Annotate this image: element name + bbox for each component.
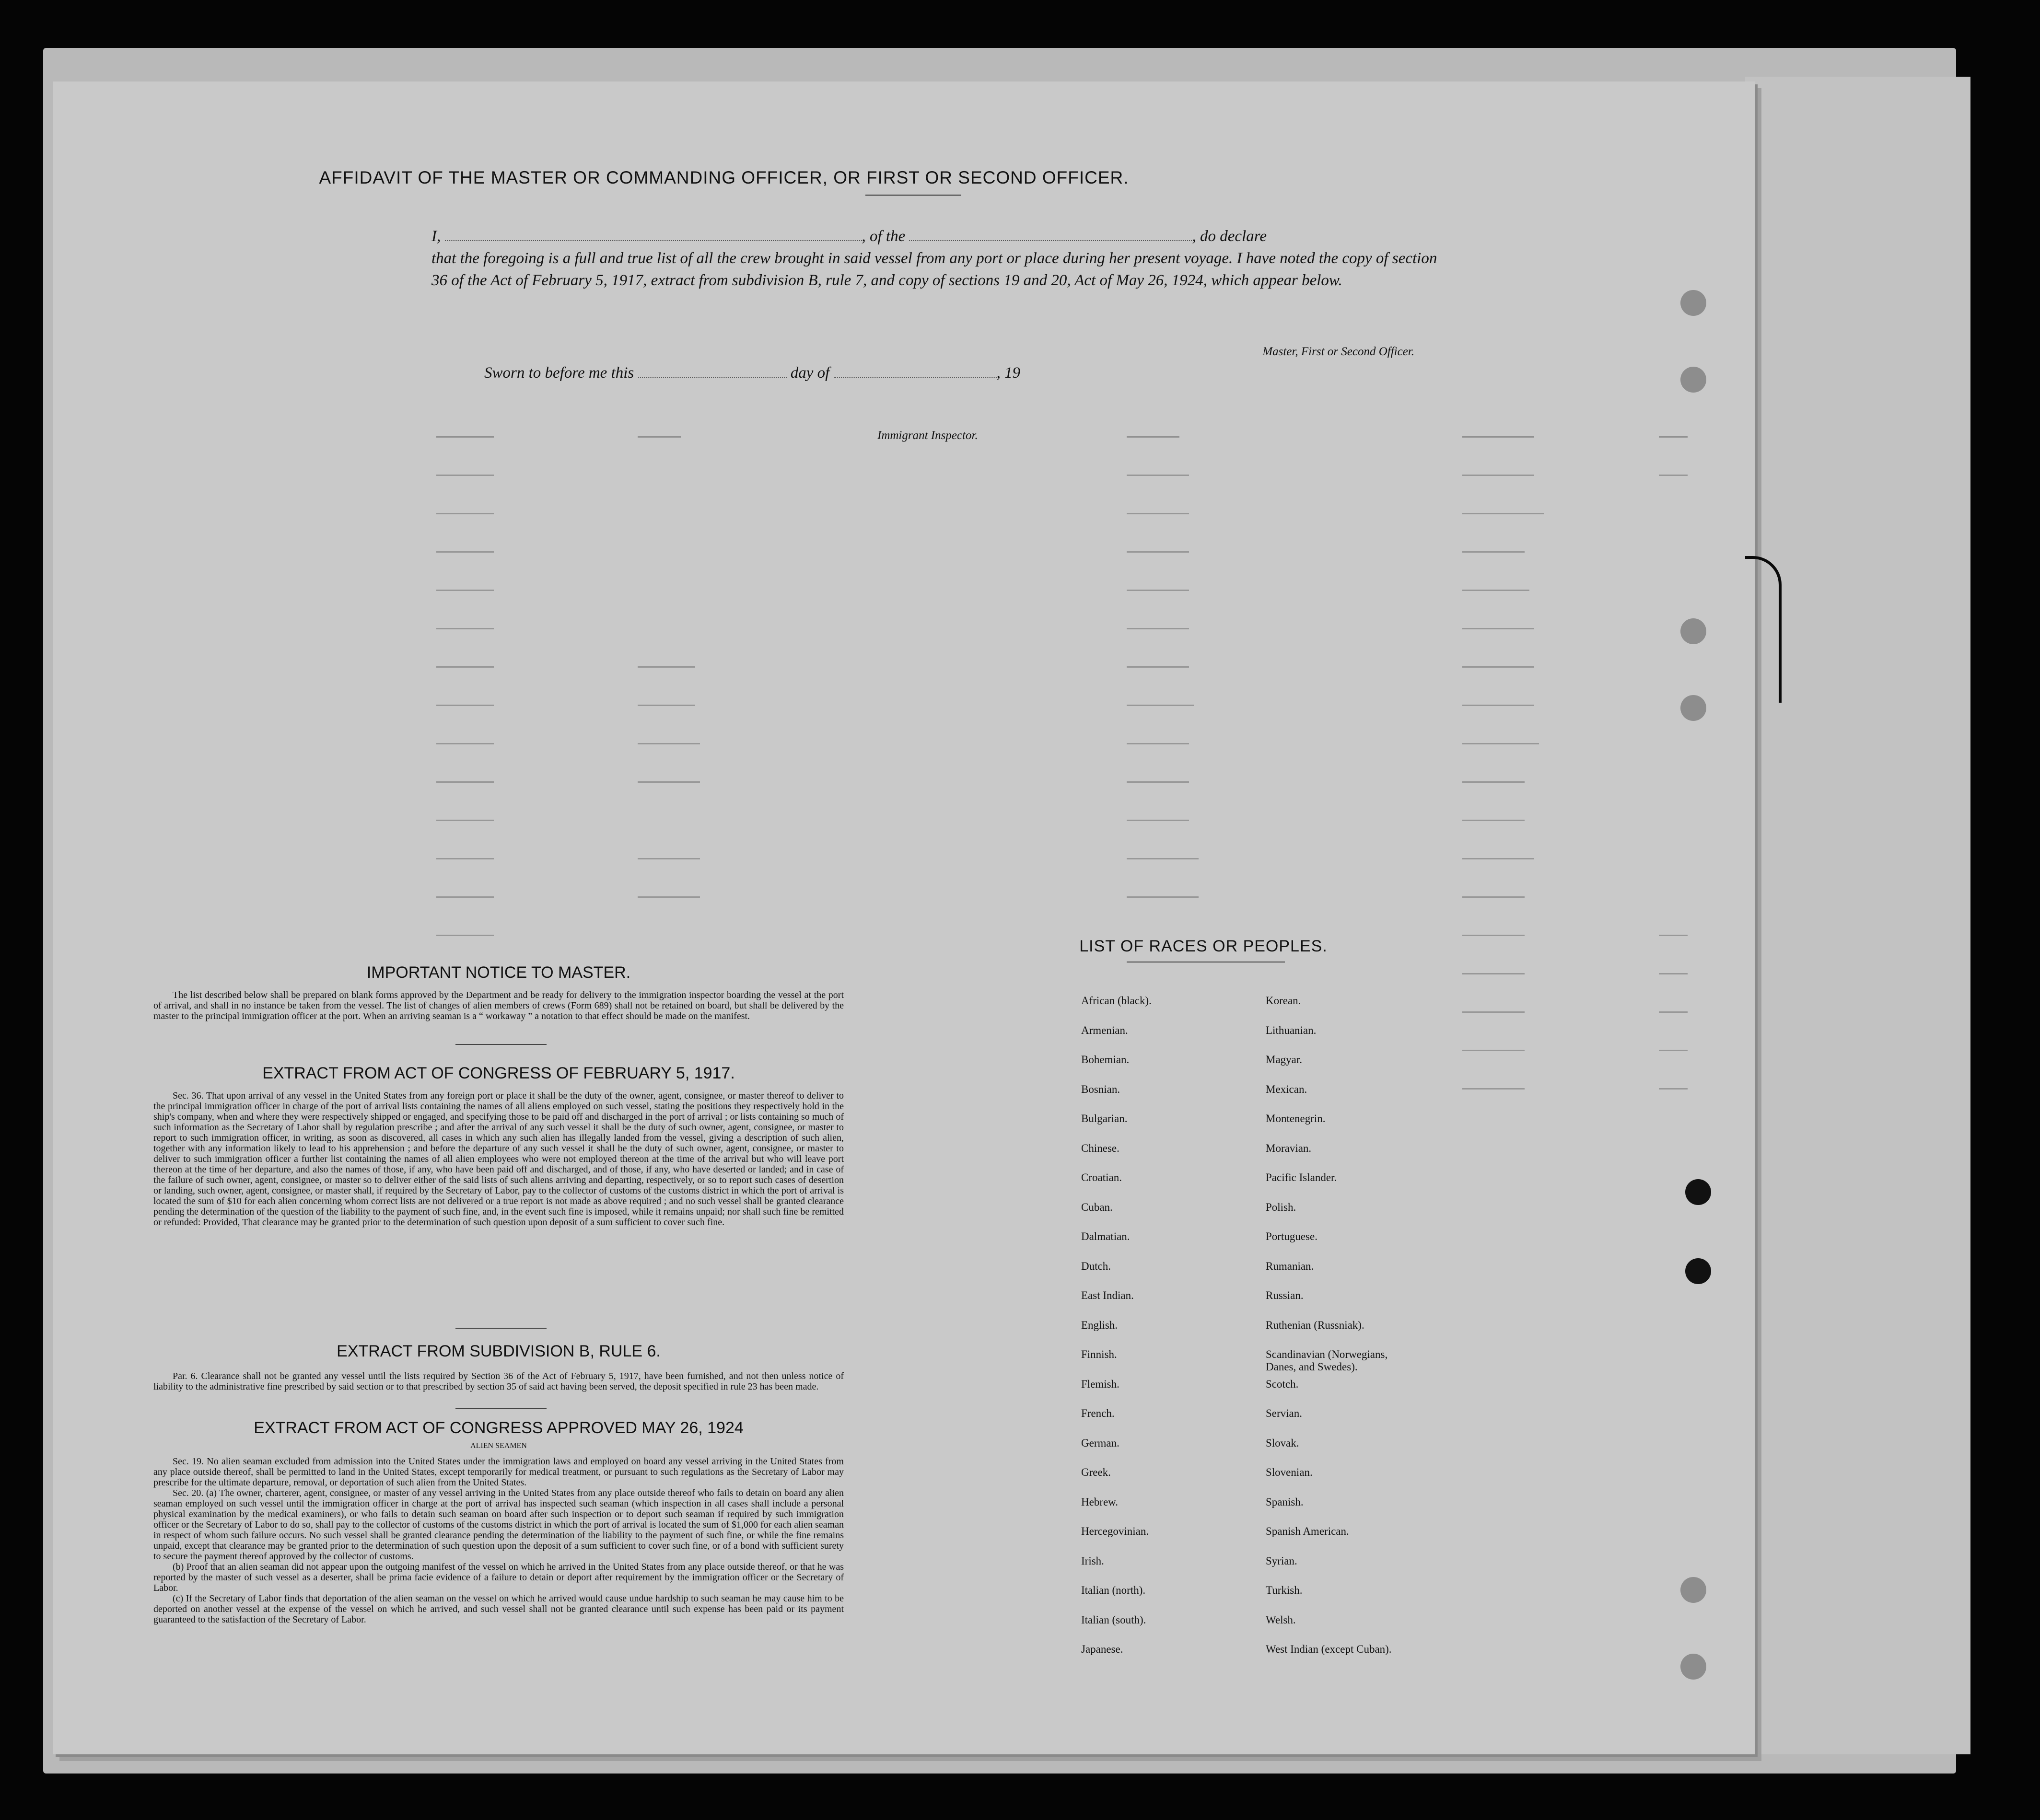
race-item: Russian. (1266, 1289, 1304, 1301)
notice-title: IMPORTANT NOTICE TO MASTER. (366, 963, 631, 982)
race-item: Flemish. (1081, 1378, 1119, 1390)
race-item: Scotch. (1266, 1378, 1299, 1390)
sworn-year: , 19 (996, 364, 1021, 382)
race-item: Welsh. (1266, 1613, 1296, 1626)
sec36-paragraph: Sec. 36. That upon arrival of any vessel in the United States from any foreign port or place it shall be the duty of the owner, agent, consignee, or master thereof to deliver to the principal immigration officer in charge of the port of arrival lists containing the names of all aliens employed on such vessel, stating the positions they respectively hold in the ship's company, when and where they were respectively shipped or engaged, and specifying those to be paid off and discharged in the port of arrival ; or lists containing so much of such information as the Secretary of Labor shall by regulation prescribe ; and after the arrival of any such vessel it shall be the duty of such owner, agent, consignee, or master to report to such immigration officer, in writing, as soon as discovered, all cases in which any such alien has illegally landed from the vessel, giving a description of such alien, together with any information likely to lead to his apprehension ; and before the departure of any such vessel it shall be the duty of such owner, agent, consignee, or master to deliver to such immigration officer a further list containing the names of all alien employees who were not employed thereon at the time of the arrival but who will leave port thereon at the time of her departure, and also the names of those, if any, who have been paid off and discharged, and of those, if any, who have deserted or landed; and in case of the failure of such owner, agent, consignee, or master so to deliver either of the said lists of such aliens arriving and departing, respectively, or so to report such cases of desertion or landing, such owner, agent, consignee, or master shall, if required by the Secretary of Labor, pay to the collector of customs of the customs district in which the port of arrival is located the sum of $10 for each alien concerning whom correct lists are not delivered or a true report is not made as above required ; and no such vessel shall be granted clearance pending the determination of the question of the liability to the payment of such fine, and, in the event such fine is imposed, while it remains unpaid; nor shall such fine be remitted or refunded: Provided, That clearance may be granted prior to the determination of such question upon deposit of a sum sufficient to cover such fine. (153, 1090, 844, 1228)
race-item: Bulgarian. (1081, 1113, 1128, 1124)
binder-hole-icon (1680, 1654, 1706, 1680)
sworn-day-blank (638, 377, 787, 378)
extract-1924-body (153, 1456, 844, 1625)
race-item: Finnish. (1081, 1348, 1117, 1360)
underlying-sheet-edge (1745, 77, 1970, 1754)
manifest-page (53, 81, 1755, 1754)
race-item: Greek. (1081, 1466, 1111, 1478)
officer-name-blank (445, 240, 862, 241)
race-item: Mexican. (1266, 1083, 1307, 1095)
sworn-line (484, 364, 1020, 382)
race-item: German. (1081, 1437, 1119, 1449)
binder-hole-icon (1680, 367, 1706, 393)
binder-hole-icon (1680, 1577, 1706, 1603)
race-item: Hebrew. (1081, 1495, 1119, 1508)
race-item: Bohemian. (1081, 1054, 1130, 1066)
races-title: LIST OF RACES OR PEOPLES. (1079, 937, 1328, 955)
race-item: Moravian. (1266, 1142, 1312, 1154)
race-item: Syrian. (1266, 1554, 1297, 1567)
race-item: Cuban. (1081, 1201, 1113, 1213)
race-item: Croatian. (1081, 1171, 1122, 1183)
notice-paragraph: The list described below shall be prepared on blank forms approved by the Department and be ready for delivery to the immigration inspector boarding the vessel at the port of arrival, and shall in no instance be taken from the vessel. The list of changes of alien members of crews (Form 689) shall not be retained on board, but shall be delivered by the master to the principal immigration officer at the port. When an arriving seaman is a “ workaway ” a notation to that effect should be made on the manifest. (153, 990, 844, 1021)
sec20c-paragraph: (c) If the Secretary of Labor finds that deportation of the alien seaman on the vessel on which he arrived would cause undue hardship to such seaman he may cause him to be deported on another vessel at the expense of the vessel on which he arrived, and such vessel shall not be granted clearance until such expense has been paid or its payment guaranteed to the satisfaction of the Secretary of Labor. (153, 1593, 844, 1625)
binder-hole-icon (1685, 1258, 1711, 1284)
race-item: Italian (north). (1081, 1584, 1146, 1596)
sec20b-paragraph: (b) Proof that an alien seaman did not appear upon the outgoing manifest of the vessel on which he arrived in the United States from any place outside thereof, or that he was reported by the master of such vessel as a deserter, shall be prima facie evidence of a failure to detain or deport after requirement by the immigration officer or the Secretary of Labor. (153, 1562, 844, 1593)
extract-1924-title: EXTRACT FROM ACT OF CONGRESS APPROVED MAY 26, 1924 (254, 1419, 744, 1437)
rule6-body (153, 1371, 844, 1392)
extract-1917-title: EXTRACT FROM ACT OF CONGRESS OF FEBRUARY 5, 1917. (262, 1064, 735, 1082)
affidavit-declaration (431, 225, 1438, 291)
sworn-day-of: day of (790, 364, 830, 382)
sworn-month-blank (834, 377, 997, 378)
race-item: Irish. (1081, 1554, 1104, 1567)
race-item: Magyar. (1266, 1054, 1303, 1066)
section-separator (455, 1328, 547, 1329)
race-item: Dutch. (1081, 1260, 1111, 1272)
race-item: Hercegovinian. (1081, 1525, 1149, 1537)
section-separator (455, 1044, 547, 1045)
race-item: Ruthenian (Russniak). (1266, 1319, 1364, 1331)
sworn-prefix: Sworn to before me this (484, 364, 634, 382)
race-item: Portuguese. (1266, 1230, 1317, 1242)
race-item: Dalmatian. (1081, 1230, 1130, 1242)
race-item: Slovak. (1266, 1437, 1299, 1449)
race-item: Pacific Islander. (1266, 1171, 1337, 1183)
race-item: Chinese. (1081, 1142, 1119, 1154)
race-item: Slovenian. (1266, 1466, 1313, 1478)
title-rule (865, 195, 961, 196)
race-item: East Indian. (1081, 1289, 1134, 1301)
race-item: African (black). (1081, 995, 1152, 1007)
sec20a-paragraph: Sec. 20. (a) The owner, charterer, agent, consignee, or master of any vessel arriving in the United States from any place outside thereof who fails to detain on board any alien seaman employed on such vessel until the immigration officer in charge at the port of arrival has inspected such seaman (which inspection in all cases shall include a personal physical examination by the medical examiners), or who fails to detain such seaman on board after such inspection or to deport such seaman if required by such immigration officer or the Secretary of Labor to do so, shall pay to the collector of customs of the customs district in which the port of arrival is located the sum of $1,000 for each alien seaman in respect of whom such failure occurs. No such vessel shall be granted clearance pending the determination of the liability to the payment of such fine, or while the fine remains unpaid, except that clearance may be granted prior to the determination of such question upon the deposit of a sum sufficient to cover such fine, or of a bond with sufficient surety to secure the payment thereof approved by the collector of customs. (153, 1488, 844, 1562)
race-item: Turkish. (1266, 1584, 1303, 1596)
extract-1917-body (153, 1090, 844, 1228)
decl-of-the: , of the (862, 228, 906, 245)
rule6-title: EXTRACT FROM SUBDIVISION B, RULE 6. (337, 1342, 661, 1360)
race-item: Montenegrin. (1266, 1113, 1326, 1124)
par6-paragraph: Par. 6. Clearance shall not be granted any vessel until the lists required by Section 36 of the Act of February 5, 1917, have been furnished, and not then unless notice of liability to the administrative fine prescribed by said section or to that prescribed by section 35 of said act having been served, the deposit specified in rule 23 has been made. (153, 1371, 844, 1392)
race-item: Spanish American. (1266, 1525, 1349, 1537)
decl-declare: , do declare (1192, 228, 1267, 245)
decl-start: I, (431, 228, 441, 245)
race-item: Rumanian. (1266, 1260, 1314, 1272)
race-item: Italian (south). (1081, 1613, 1146, 1626)
section-separator (455, 1408, 547, 1409)
race-item: Spanish. (1266, 1495, 1304, 1508)
decl-body: that the foregoing is a full and true list of all the crew brought in said vessel from any port or place during her present voyage. I have noted the copy of section 36 of the Act of February 5, 1917, extract from subdivision B, rule 7, and copy of sections 19 and 20, Act of May 26, 1924, which appear below. (431, 250, 1437, 289)
pencil-mark (1745, 556, 1782, 703)
race-item: Korean. (1266, 995, 1301, 1007)
race-item: Polish. (1266, 1201, 1296, 1213)
race-item: Scandinavian (Norwegians, Danes, and Swedes). (1266, 1348, 1388, 1373)
sec19-paragraph: Sec. 19. No alien seaman excluded from admission into the United States under the immigration laws and employed on board any vessel arriving in the United States from any place outside thereof, shall be permitted to land in the United States, except temporarily for medical treatment, or pursuant to such regulations as the Secretary of Labor may prescribe for the ultimate departure, removal, or deportation of such alien from the United States. (153, 1456, 844, 1488)
notice-body (153, 990, 844, 1021)
race-item: Armenian. (1081, 1024, 1128, 1036)
alien-seamen-subtitle: ALIEN SEAMEN (470, 1442, 527, 1450)
master-signature-label: Master, First or Second Officer. (1262, 345, 1414, 358)
race-item: English. (1081, 1319, 1118, 1331)
affidavit-title: AFFIDAVIT OF THE MASTER OR COMMANDING OFFICER, OR FIRST OR SECOND OFFICER. (319, 168, 1129, 187)
race-item: French. (1081, 1407, 1115, 1419)
vessel-name-blank (909, 240, 1192, 241)
race-item: Japanese. (1081, 1643, 1123, 1655)
race-item: Lithuanian. (1266, 1024, 1317, 1036)
binder-hole-icon (1680, 290, 1706, 316)
race-item: Bosnian. (1081, 1083, 1120, 1095)
race-item: West Indian (except Cuban). (1266, 1643, 1392, 1655)
inspector-label: Immigrant Inspector. (877, 429, 978, 442)
race-item: Servian. (1266, 1407, 1303, 1419)
